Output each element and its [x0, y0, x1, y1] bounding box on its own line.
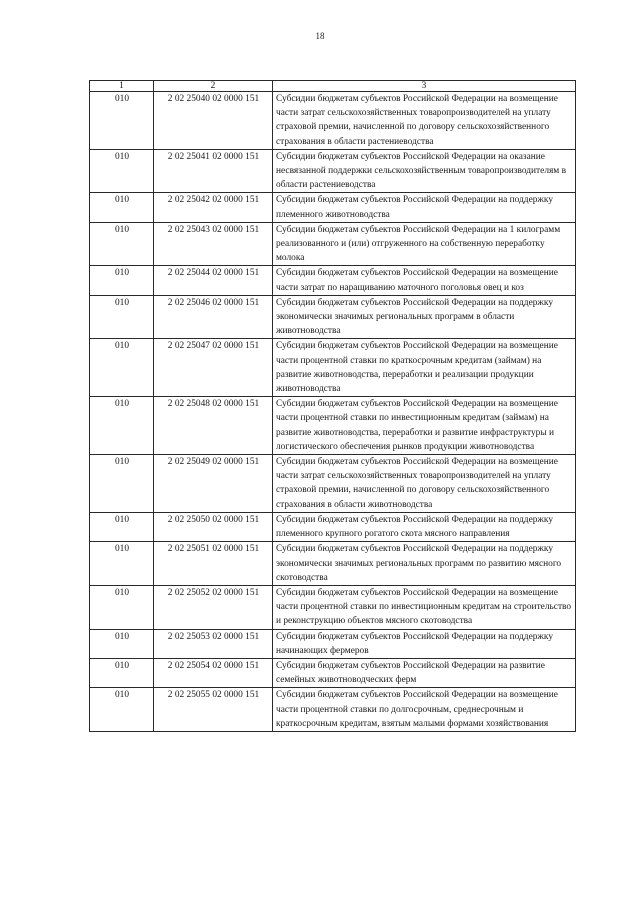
admin-code-cell: 010: [90, 193, 154, 222]
table-row: [90, 512, 576, 541]
revenue-name-cell: Субсидии бюджетам субъектов Российской Федерации на поддержку экономически значимых региональных программ в области животноводства: [273, 295, 576, 339]
table-row: [90, 629, 576, 658]
admin-code-cell: 010: [90, 149, 154, 193]
classification-code-cell: 2 02 25055 02 0000 151: [154, 688, 273, 732]
table-header-row: [90, 81, 576, 92]
admin-code-cell: 010: [90, 295, 154, 339]
classification-code-cell: 2 02 25047 02 0000 151: [154, 339, 273, 397]
budget-classification-table: [89, 80, 576, 732]
classification-code-cell: 2 02 25054 02 0000 151: [154, 658, 273, 687]
admin-code-cell: 010: [90, 266, 154, 295]
admin-code-cell: 010: [90, 222, 154, 266]
revenue-name-cell: Субсидии бюджетам субъектов Российской Федерации на возмещение части процентной ставки по инвестиционным кредитам на строительство и реконструкцию объектов мясного скотоводства: [273, 585, 576, 629]
classification-code-cell: 2 02 25040 02 0000 151: [154, 92, 273, 150]
revenue-name-cell: Субсидии бюджетам субъектов Российской Федерации на развитие семейных животноводческих ферм: [273, 658, 576, 687]
classification-code-cell: 2 02 25049 02 0000 151: [154, 455, 273, 513]
page-number: 18: [315, 31, 325, 41]
classification-code-cell: 2 02 25042 02 0000 151: [154, 193, 273, 222]
table-row: [90, 295, 576, 339]
admin-code-cell: 010: [90, 585, 154, 629]
classification-code-cell: 2 02 25053 02 0000 151: [154, 629, 273, 658]
admin-code-cell: 010: [90, 629, 154, 658]
classification-code-cell: 2 02 25051 02 0000 151: [154, 542, 273, 586]
table-row: [90, 222, 576, 266]
table-row: [90, 542, 576, 586]
header-col-3: 3: [273, 81, 576, 92]
header-col-2: 2: [154, 81, 273, 92]
header-col-1: 1: [90, 81, 154, 92]
revenue-name-cell: Субсидии бюджетам субъектов Российской Федерации на возмещение части процентной ставки по краткосрочным кредитам (займам) на развитие животноводства, переработки и реализации продукции животноводства: [273, 339, 576, 397]
revenue-name-cell: Субсидии бюджетам субъектов Российской Федерации на возмещение части затрат по наращиванию маточного поголовья овец и коз: [273, 266, 576, 295]
revenue-name-cell: Субсидии бюджетам субъектов Российской Федерации на поддержку экономически значимых региональных программ по развитию мясного скотоводства: [273, 542, 576, 586]
table-row: [90, 688, 576, 732]
revenue-name-cell: Субсидии бюджетам субъектов Российской Федерации на возмещение части затрат сельскохозяйственных товаропроизводителей на уплату страховой премии, начисленной по договору сельскохозяйственного страхования в области растениеводства: [273, 92, 576, 150]
revenue-name-cell: Субсидии бюджетам субъектов Российской Федерации на возмещение части процентной ставки по долгосрочным, среднесрочным и краткосрочным кредитам, взятым малыми формами хозяйствования: [273, 688, 576, 732]
classification-code-cell: 2 02 25048 02 0000 151: [154, 397, 273, 455]
classification-code-cell: 2 02 25046 02 0000 151: [154, 295, 273, 339]
classification-code-cell: 2 02 25050 02 0000 151: [154, 512, 273, 541]
classification-code-cell: 2 02 25043 02 0000 151: [154, 222, 273, 266]
admin-code-cell: 010: [90, 542, 154, 586]
table-row: [90, 658, 576, 687]
classification-code-cell: 2 02 25052 02 0000 151: [154, 585, 273, 629]
admin-code-cell: 010: [90, 658, 154, 687]
revenue-name-cell: Субсидии бюджетам субъектов Российской Федерации на поддержку племенного крупного рогатого скота мясного направления: [273, 512, 576, 541]
table-row: [90, 149, 576, 193]
table-row: [90, 193, 576, 222]
revenue-name-cell: Субсидии бюджетам субъектов Российской Федерации на поддержку начинающих фермеров: [273, 629, 576, 658]
table-row: [90, 397, 576, 455]
revenue-name-cell: Субсидии бюджетам субъектов Российской Федерации на возмещение части процентной ставки по инвестиционным кредитам (займам) на развитие животноводства, переработки и развитие инфраструктуры и логистического обеспечения рынков продукции животноводства: [273, 397, 576, 455]
revenue-name-cell: Субсидии бюджетам субъектов Российской Федерации на поддержку племенного животноводства: [273, 193, 576, 222]
admin-code-cell: 010: [90, 455, 154, 513]
revenue-name-cell: Субсидии бюджетам субъектов Российской Федерации на оказание несвязанной поддержки сельскохозяйственным товаропроизводителям в области растениеводства: [273, 149, 576, 193]
table-row: [90, 266, 576, 295]
admin-code-cell: 010: [90, 688, 154, 732]
classification-code-cell: 2 02 25041 02 0000 151: [154, 149, 273, 193]
table-row: [90, 339, 576, 397]
revenue-name-cell: Субсидии бюджетам субъектов Российской Федерации на возмещение части затрат сельскохозяйственных товаропроизводителей на уплату страховой премии, начисленной по договору сельскохозяйственного страхования в области животноводства: [273, 455, 576, 513]
admin-code-cell: 010: [90, 92, 154, 150]
revenue-name-cell: Субсидии бюджетам субъектов Российской Федерации на 1 килограмм реализованного и (или) отгруженного на собственную переработку молока: [273, 222, 576, 266]
admin-code-cell: 010: [90, 397, 154, 455]
table-row: [90, 92, 576, 150]
table-row: [90, 585, 576, 629]
table-row: [90, 455, 576, 513]
admin-code-cell: 010: [90, 339, 154, 397]
admin-code-cell: 010: [90, 512, 154, 541]
classification-code-cell: 2 02 25044 02 0000 151: [154, 266, 273, 295]
